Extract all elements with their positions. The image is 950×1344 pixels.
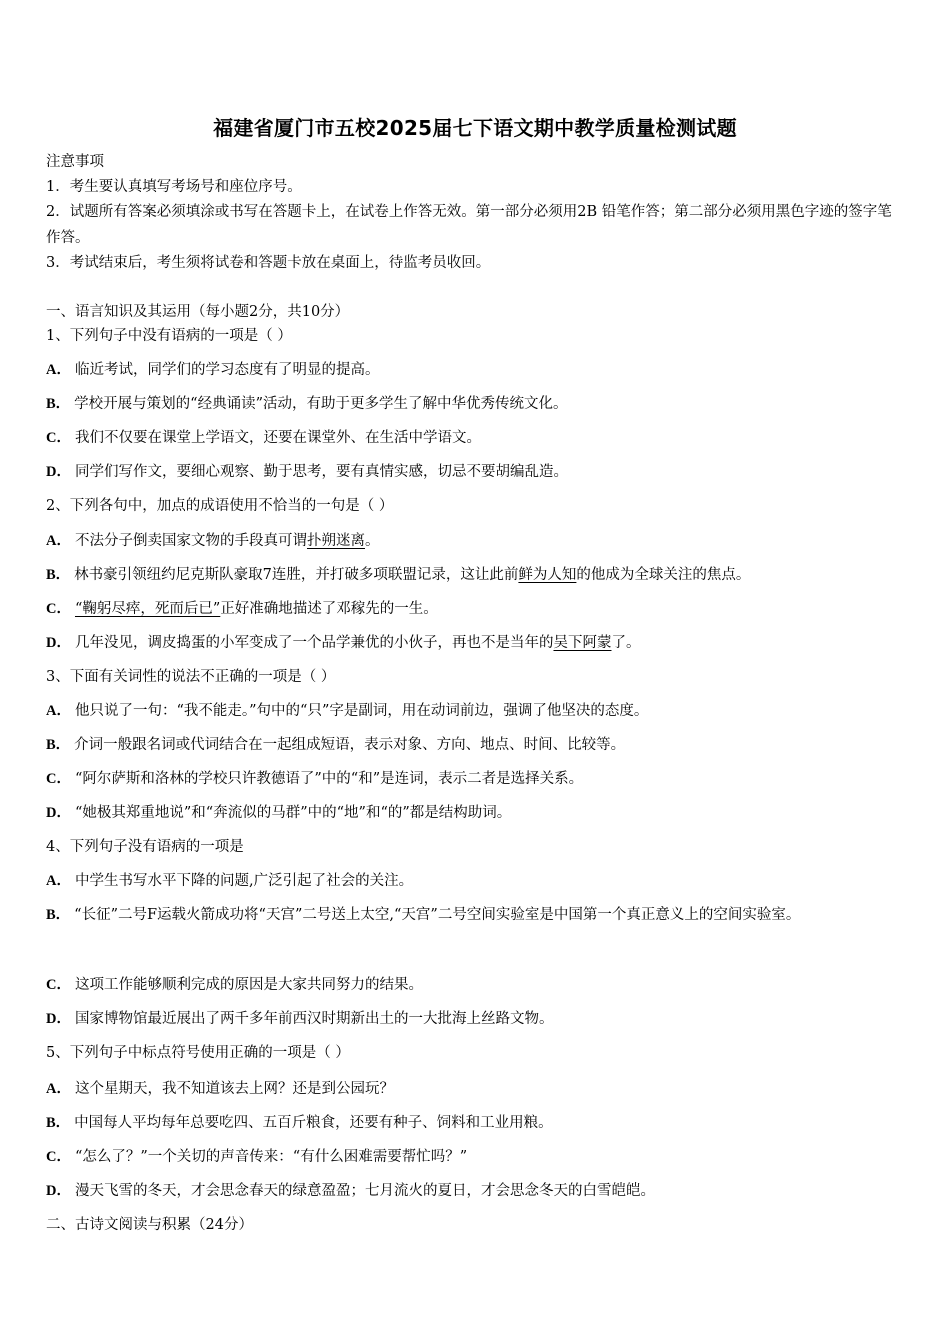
- q4-option-a: [46, 872, 413, 890]
- option-text: 中学生书写水平下降的问题,广泛引起了社会的关注。: [74, 873, 414, 889]
- option-letter: A．: [46, 362, 71, 378]
- option-letter: D．: [46, 635, 71, 651]
- q3-option-b: [46, 736, 625, 754]
- option-text: 的他成为全球关注的焦点。: [576, 567, 751, 583]
- q5-option-d: [46, 1182, 655, 1200]
- exam-title: 福建省厦门市五校2025届七下语文期中教学质量检测试题: [213, 116, 737, 140]
- underlined-idiom: “鞠躬尽瘁，死而后已”: [74, 601, 221, 617]
- option-letter: A．: [46, 703, 71, 719]
- option-letter: B．: [46, 567, 71, 583]
- question-1-stem: 1、下列句子中没有语病的一项是（ ）: [46, 328, 292, 344]
- q2-option-b: [46, 566, 750, 584]
- question-2-stem: 2、下列各句中，加点的成语使用不恰当的一句是（ ）: [46, 498, 394, 514]
- q4-option-b: [46, 897, 906, 933]
- option-letter: B．: [46, 737, 71, 753]
- option-text: 介词一般跟名词或代词结合在一起组成短语，表示对象、方向、地点、时间、比较等。: [74, 737, 626, 753]
- option-text: 几年没见，调皮捣蛋的小军变成了一个品学兼优的小伙子，再也不是当年的: [74, 635, 554, 651]
- option-letter: D．: [46, 805, 71, 821]
- option-text: 。: [364, 533, 380, 549]
- q4-option-c: [46, 976, 423, 994]
- option-letter: D．: [46, 1011, 71, 1027]
- option-text: 国家博物馆最近展出了两千多年前西汉时期新出土的一大批海上丝路文物。: [74, 1011, 554, 1027]
- q1-option-d: [46, 463, 568, 481]
- option-letter: B．: [46, 1115, 71, 1131]
- underlined-idiom: 鲜为人知: [518, 567, 577, 583]
- q1-option-a: [46, 361, 379, 379]
- option-letter: C．: [46, 601, 71, 617]
- option-text: “阿尔萨斯和洛林的学校只许教德语了”中的“和”是连词，表示二者是选择关系。: [74, 771, 584, 787]
- q1-option-b: [46, 395, 568, 413]
- option-text: 中国每人平均每年总要吃四、五百斤粮食，还要有种子、饲料和工业用粮。: [74, 1115, 553, 1131]
- option-text: 这个星期天，我不知道该去上网？还是到公园玩？: [74, 1081, 394, 1097]
- option-letter: D．: [46, 1183, 71, 1199]
- option-text: 林书豪引领纽约尼克斯队豪取7连胜，并打破多项联盟记录，这让此前: [74, 567, 519, 583]
- q2-option-c: [46, 600, 438, 618]
- section-2-heading: 二、古诗文阅读与积累（24分）: [46, 1217, 253, 1233]
- notice-item-2: 2．试题所有答案必须填涂或书写在答题卡上，在试卷上作答无效。第一部分必须用2B 铅笔作答；第二部分必须用黑色字迹的签字笔作答。: [46, 204, 892, 246]
- q2-option-d: [46, 634, 640, 652]
- option-letter: C．: [46, 430, 71, 446]
- option-letter: B．: [46, 396, 71, 412]
- option-text: “怎么了？”一个关切的声音传来：“有什么困难需要帮忙吗？”: [74, 1149, 468, 1165]
- q3-option-d: [46, 804, 511, 822]
- option-letter: B．: [46, 907, 71, 923]
- question-4-stem: 4、下列句子没有语病的一项是: [46, 839, 244, 855]
- option-letter: C．: [46, 977, 71, 993]
- q1-option-c: [46, 429, 481, 447]
- option-text: “她极其郑重地说”和“奔流似的马群”中的“地”和“的”都是结构助词。: [74, 805, 512, 821]
- option-text: 漫天飞雪的冬天，才会思念春天的绿意盈盈；七月流火的夏日，才会思念冬天的白雪皑皑。: [74, 1183, 655, 1199]
- option-text: 同学们写作文，要细心观察、勤于思考，要有真情实感，切忌不要胡编乱造。: [74, 464, 568, 480]
- option-letter: C．: [46, 1149, 71, 1165]
- option-text: 这项工作能够顺利完成的原因是大家共同努力的结果。: [74, 977, 423, 993]
- option-text: 学校开展与策划的“经典诵读”活动，有助于更多学生了解中华优秀传统文化。: [74, 396, 568, 412]
- notice-heading: 注意事项: [46, 154, 104, 170]
- option-letter: D．: [46, 464, 71, 480]
- q3-option-c: [46, 770, 583, 788]
- q3-option-a: [46, 702, 648, 720]
- q5-option-a: [46, 1080, 394, 1098]
- option-letter: A．: [46, 873, 71, 889]
- option-text: 了。: [611, 635, 641, 651]
- q5-option-c: [46, 1148, 467, 1166]
- option-text: 我们不仅要在课堂上学语文，还要在课堂外、在生活中学语文。: [74, 430, 481, 446]
- q2-option-a: [46, 532, 379, 550]
- option-text: 临近考试，同学们的学习态度有了明显的提高。: [74, 362, 380, 378]
- underlined-idiom: 扑朔迷离: [306, 533, 365, 549]
- option-text: 不法分子倒卖国家文物的手段真可谓: [74, 533, 307, 549]
- question-3-stem: 3、下面有关词性的说法不正确的一项是（ ）: [46, 669, 336, 685]
- option-letter: C．: [46, 771, 71, 787]
- option-text: “长征”二号F运载火箭成功将“天宫”二号送上太空,“天宫”二号空间实验室是中国第一个真正意义上的空间实验室。: [74, 907, 801, 923]
- question-5-stem: 5、下列句子中标点符号使用正确的一项是（ ）: [46, 1045, 350, 1061]
- q4-option-d: [46, 1010, 553, 1028]
- option-letter: A．: [46, 1081, 71, 1097]
- q5-option-b: [46, 1114, 553, 1132]
- notice-item-3: 3．考试结束后，考生须将试卷和答题卡放在桌面上，待监考员收回。: [46, 255, 491, 271]
- option-letter: A．: [46, 533, 71, 549]
- underlined-idiom: 吴下阿蒙: [553, 635, 612, 651]
- section-1-heading: 一、语言知识及其运用（每小题2分，共10分）: [46, 304, 350, 320]
- notice-item-1: 1．考生要认真填写考场号和座位序号。: [46, 179, 302, 195]
- option-text: 正好准确地描述了邓稼先的一生。: [220, 601, 438, 617]
- option-text: 他只说了一句：“我不能走。”句中的“只”字是副词，用在动词前边，强调了他坚决的态度。: [74, 703, 649, 719]
